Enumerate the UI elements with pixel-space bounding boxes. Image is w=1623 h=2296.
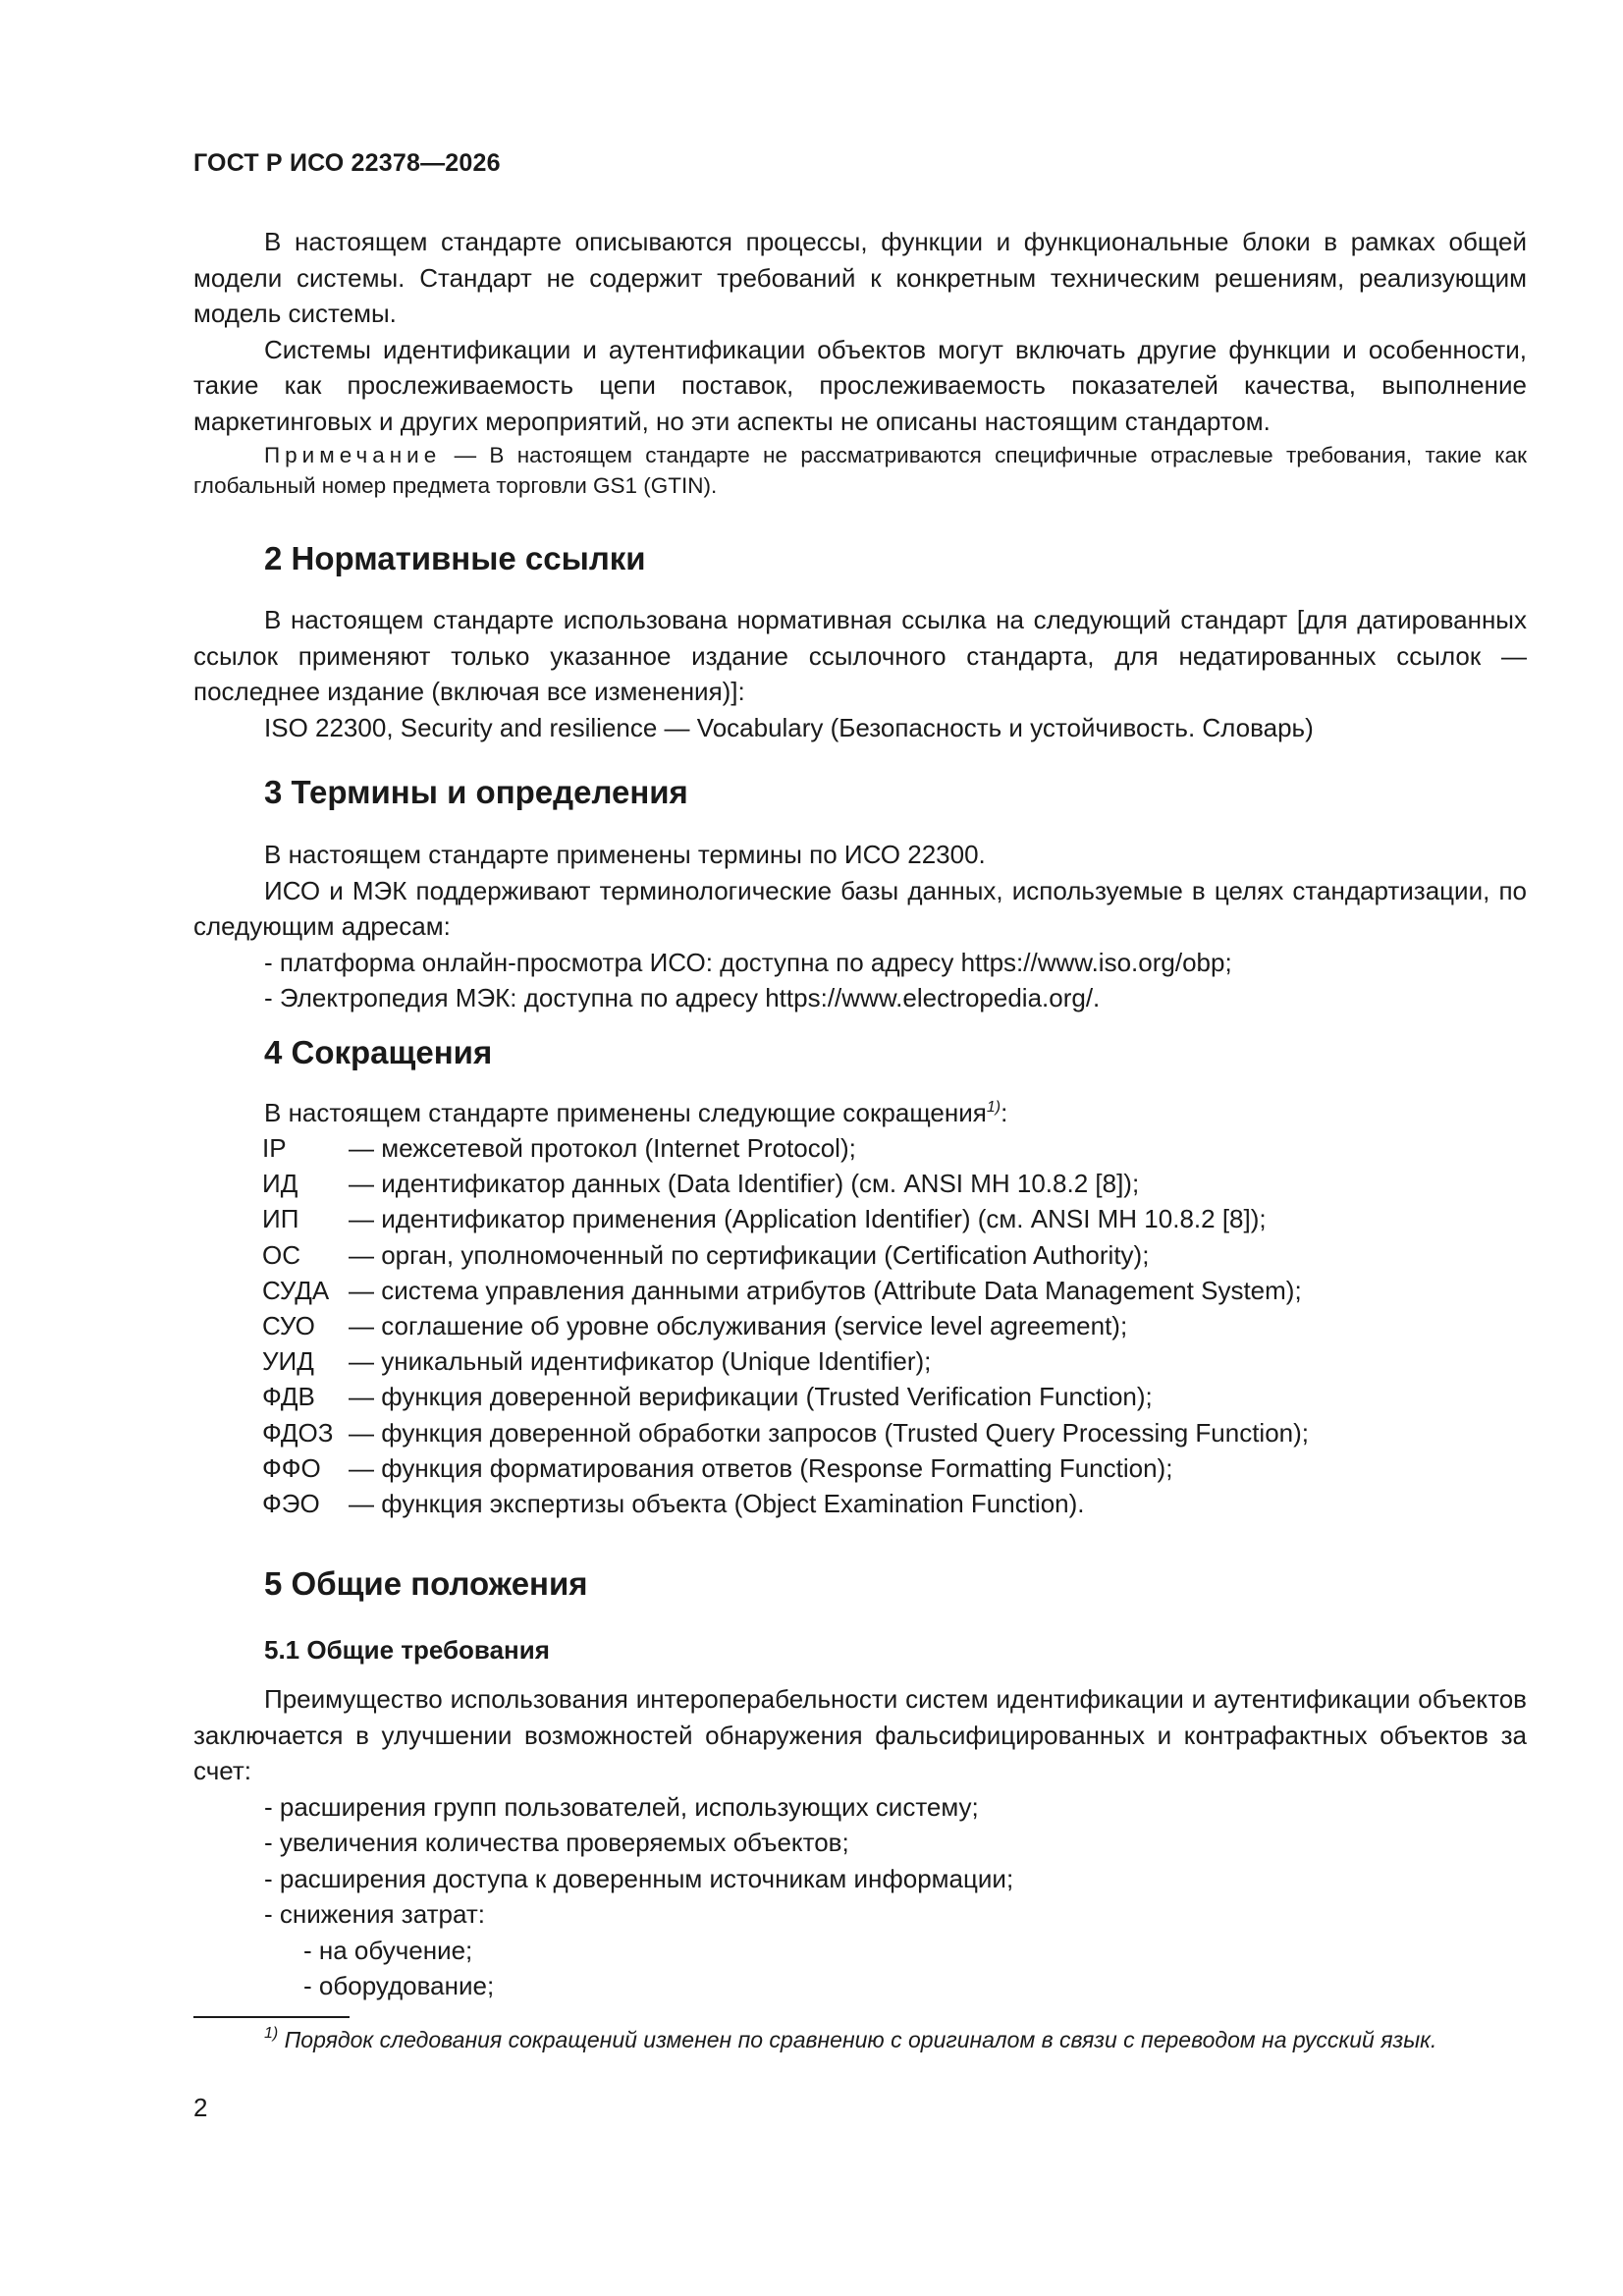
section-3-body [193,837,1527,1016]
abbreviation-term: ИД [262,1169,298,1199]
section-4-title: 4 Сокращения [264,1034,493,1070]
scope-paragraph-1: В настоящем стандарте описываются процессы, функции и функциональные блоки в рамках общей модели системы. Стандарт не содержит требований к конкретным техническим решениям, реализующим модель системы. [193,227,1527,328]
scope-note [193,440,1527,501]
footnote-mark: 1) [264,2025,279,2042]
abbreviation-row [262,1486,1309,1521]
abbreviation-row [262,1130,1309,1166]
abbreviation-row [262,1450,1309,1486]
section-4-intro-paragraph [193,1095,1527,1131]
abbreviation-term: ФФО [262,1452,321,1483]
subsection-5-1-title: 5.1 Общие требования [264,1635,550,1665]
note-text: — В настоящем стандарте не рассматриваются специфичные отраслевые требования, такие как глобальный номер предмета торговли GS1 (GTIN). [193,443,1527,498]
abbreviation-definition: — идентификатор данных (Data Identifier) (см. ANSI MH 10.8.2 [8]); [349,1169,1140,1199]
footnote-reference: 1) [986,1099,1001,1116]
section-5-body [193,1681,1527,2004]
abbreviation-row [262,1379,1309,1414]
abbreviation-term: СУДА [262,1275,330,1305]
section-5-sub-list-item: - на обучение; [303,1935,473,1965]
abbreviation-row [262,1343,1309,1379]
abbreviation-row [262,1201,1309,1236]
abbreviation-definition: — межсетевой протокол (Internet Protocol); [349,1133,856,1163]
abbreviation-term: ФЭО [262,1489,320,1519]
abbreviation-term: ИП [262,1204,299,1234]
abbreviation-definition: — уникальный идентификатор (Unique Identifier); [349,1346,932,1377]
abbreviation-term: IP [262,1133,287,1163]
note-paragraph [193,440,1527,501]
section-5-list-item: - расширения доступа к доверенным источникам информации; [264,1863,1014,1893]
section-5-title: 5 Общие положения [264,1565,588,1602]
section-5-list-item: - снижения затрат: [264,1899,485,1929]
section-3-list-item: - платформа онлайн-просмотра ИСО: доступна по адресу https://www.iso.org/obp; [264,947,1232,977]
abbreviation-row [262,1273,1309,1308]
section-5-list-item: - увеличения количества проверяемых объектов; [264,1828,849,1857]
section-4-intro-colon: : [1001,1098,1008,1127]
abbreviation-row [262,1166,1309,1201]
section-3-paragraph-1: В настоящем стандарте применены термины по ИСО 22300. [264,840,986,869]
abbreviation-definition: — орган, уполномоченный по сертификации (Certification Authority); [349,1239,1150,1270]
abbreviation-definition: — функция доверенной обработки запросов (Trusted Query Processing Function); [349,1417,1310,1448]
section-5-sub-list-item: - оборудование; [303,1971,495,2000]
abbreviation-row [262,1237,1309,1273]
scope-text [193,224,1527,439]
abbreviation-term: ОС [262,1239,300,1270]
note-label: Примечание [264,443,442,467]
abbreviation-definition: — система управления данными атрибутов (Attribute Data Management System); [349,1275,1302,1305]
section-5-list-item: - расширения групп пользователей, использующих систему; [264,1791,979,1822]
section-4-intro-text: В настоящем стандарте применены следующие сокращения [264,1098,987,1127]
page-number: 2 [193,2093,208,2122]
section-2-title: 2 Нормативные ссылки [264,540,646,576]
abbreviation-list [262,1130,1309,1521]
abbreviation-definition: — функция форматирования ответов (Response Formatting Function); [349,1452,1173,1483]
abbreviation-definition: — идентификатор применения (Application Identifier) (см. ANSI MH 10.8.2 [8]); [349,1204,1267,1234]
footnote-separator [193,2016,350,2018]
abbreviation-row [262,1308,1309,1343]
section-4-intro [193,1095,1527,1131]
section-3-title: 3 Термины и определения [264,774,688,810]
abbreviation-term: ФДВ [262,1382,315,1412]
section-5-paragraph-1: Преимущество использования интероперабельности систем идентификации и аутентификации объектов заключается в улучшении возможностей обнаружения фальсифицированных и контрафактных объектов за счет: [193,1684,1527,1785]
abbreviation-definition: — соглашение об уровне обслуживания (service level agreement); [349,1311,1128,1341]
abbreviation-term: УИД [262,1346,314,1377]
footnote-text: Порядок следования сокращений изменен по сравнению с оригиналом в связи с переводом на русский язык. [278,2027,1437,2052]
section-2-paragraph-2: ISO 22300, Security and resilience — Vocabulary (Безопасность и устойчивость. Словарь) [264,712,1314,742]
document-code-header: ГОСТ Р ИСО 22378—2026 [193,149,501,177]
abbreviation-term: СУО [262,1311,315,1341]
abbreviation-row [262,1415,1309,1450]
abbreviation-term: ФДОЗ [262,1417,334,1448]
section-2-paragraph-1: В настоящем стандарте использована нормативная ссылка на следующий стандарт [для датированных ссылок применяют только указанное издание ссылочного стандарта, для недатированных ссылок — последнее издание (включая все изменения)]: [193,605,1527,706]
abbreviation-definition: — функция экспертизы объекта (Object Examination Function). [349,1489,1085,1519]
scope-paragraph-2: Системы идентификации и аутентификации объектов могут включать другие функции и особенности, такие как прослеживаемость цепи поставок, прослеживаемость показателей качества, выполнение маркетинговых и других мероприятий, но эти аспекты не описаны настоящим стандартом. [193,334,1527,436]
section-3-paragraph-2: ИСО и МЭК поддерживают терминологические базы данных, используемые в целях стандартизации, по следующим адресам: [193,875,1527,941]
section-3-list-item: - Электропедия МЭК: доступна по адресу https://www.electropedia.org/. [264,983,1101,1012]
abbreviation-definition: — функция доверенной верификации (Trusted Verification Function); [349,1382,1153,1412]
section-2-body [193,602,1527,745]
footnote [193,2025,1527,2055]
